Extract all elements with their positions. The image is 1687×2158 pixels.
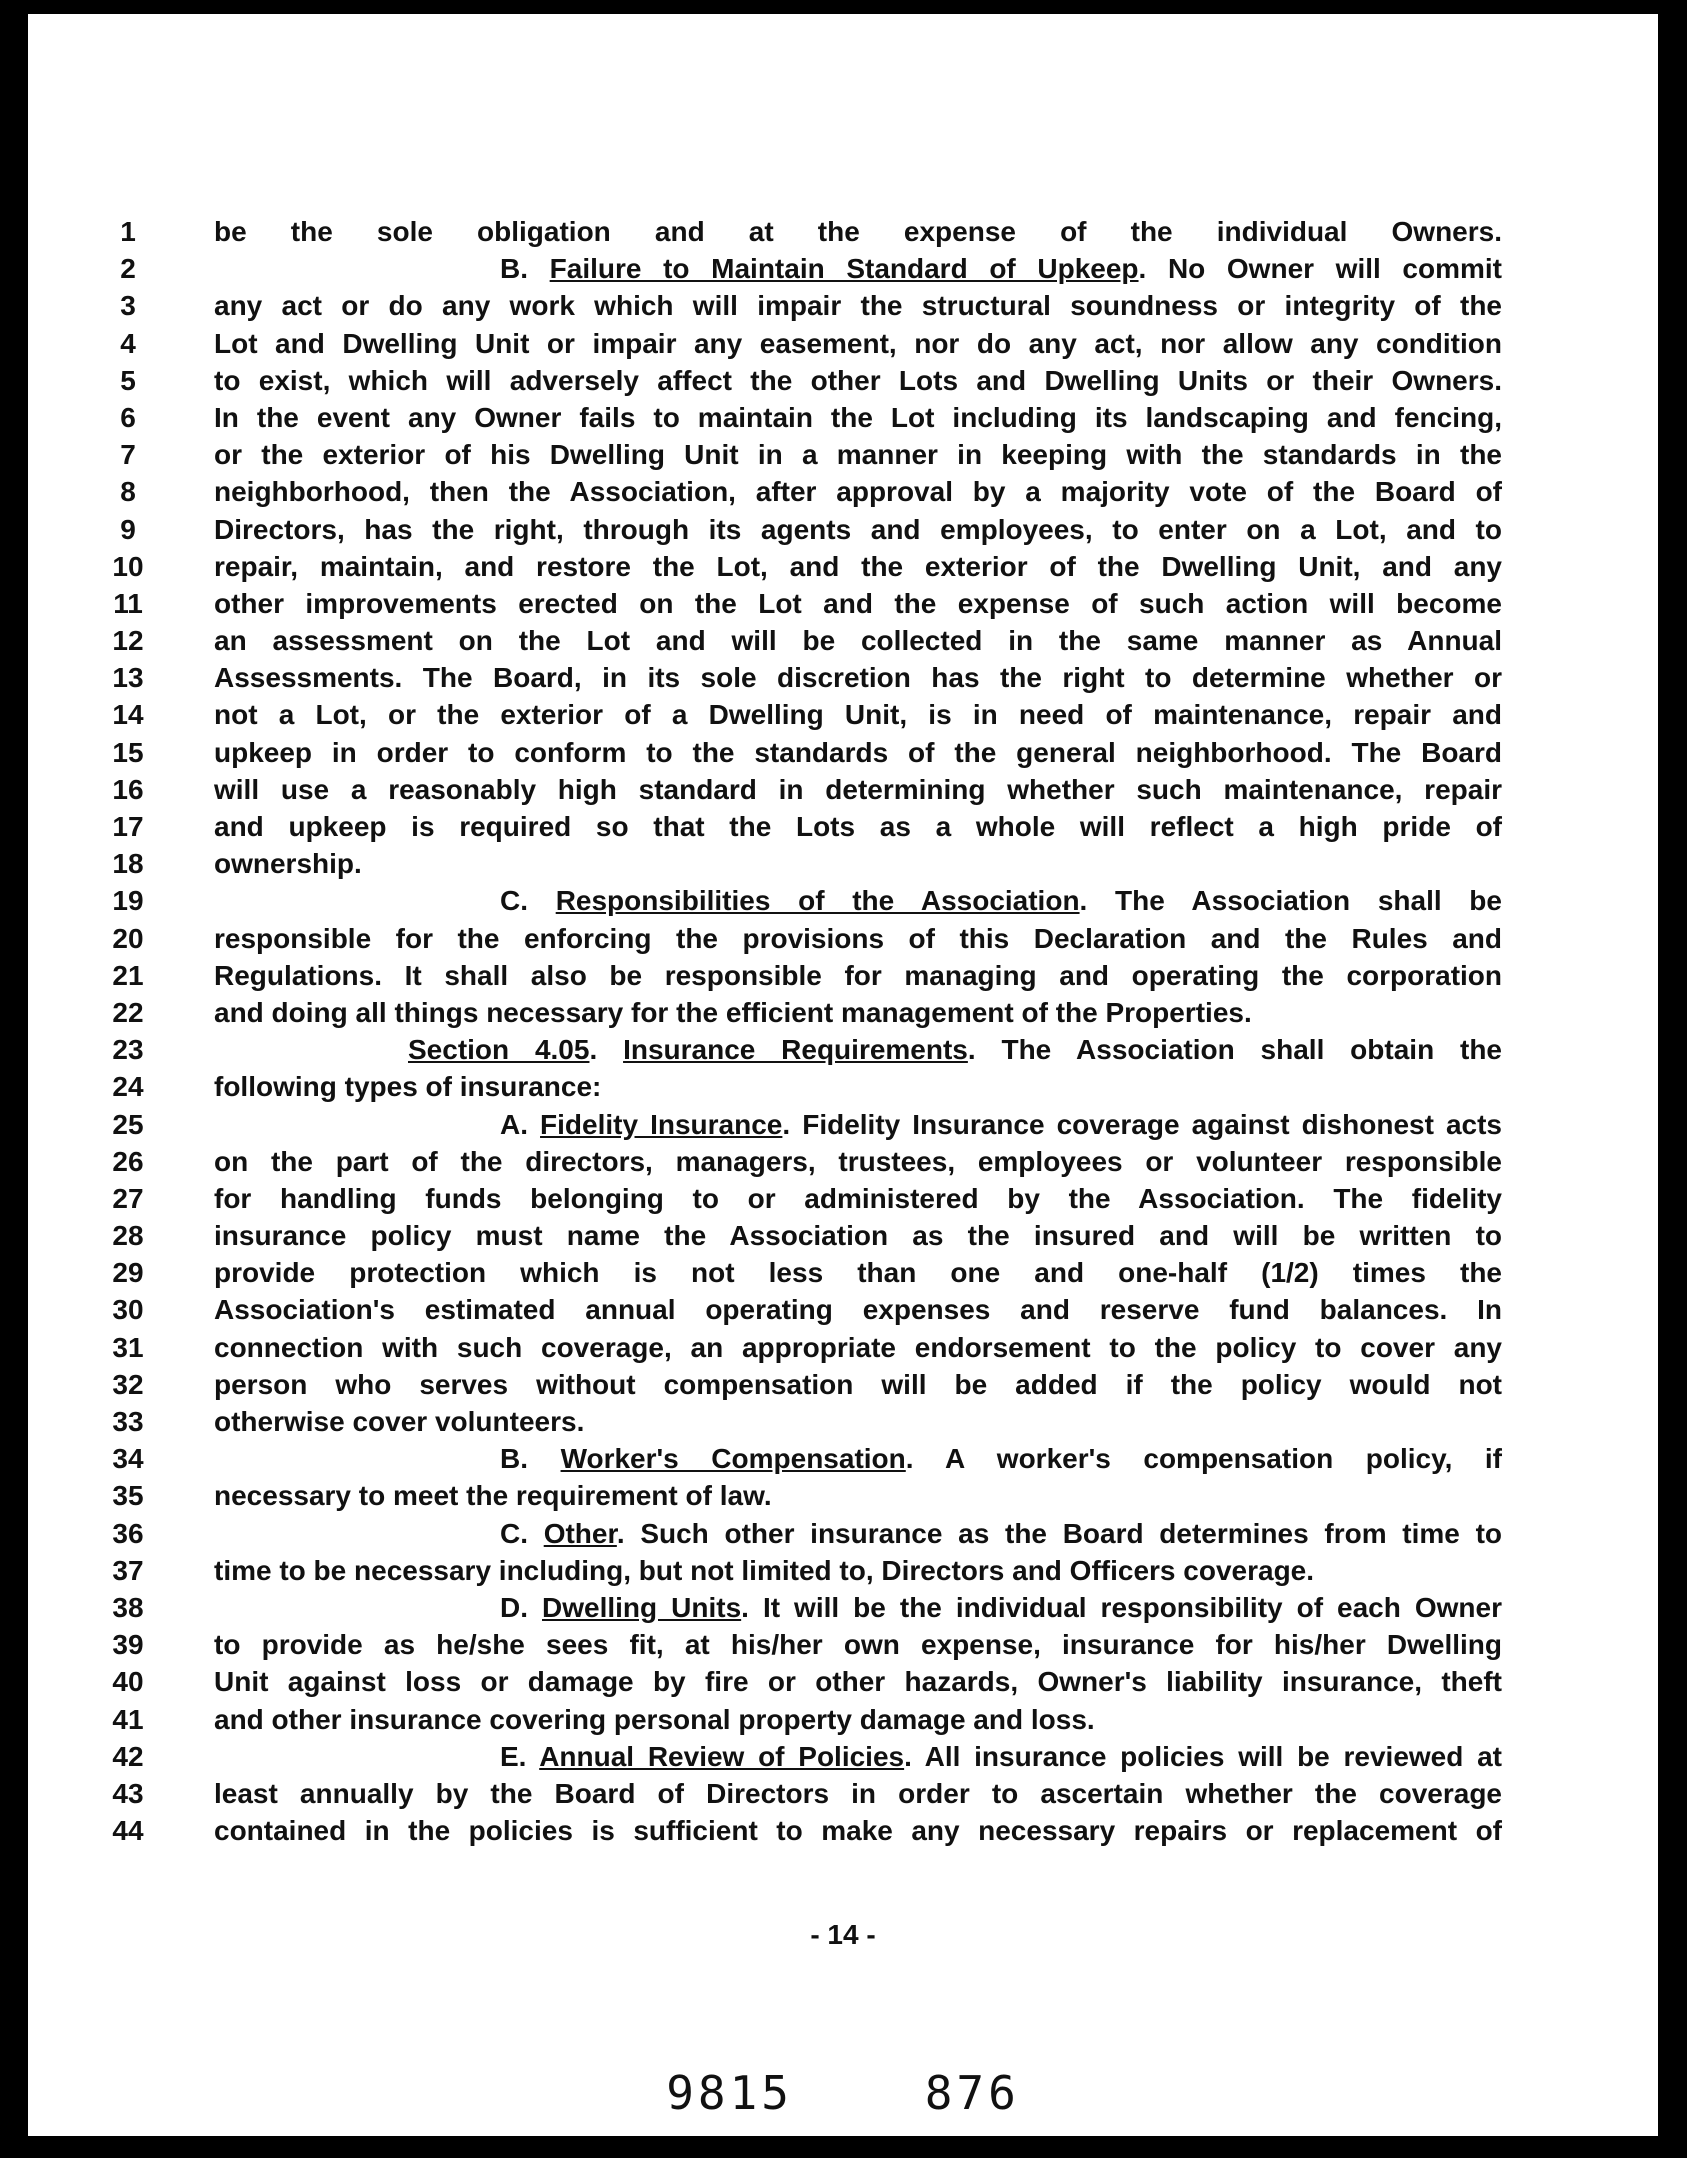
line-text bbox=[214, 811, 1502, 843]
line-number: 1 bbox=[120, 216, 136, 247]
line-text bbox=[214, 290, 1502, 322]
text-run: C. bbox=[500, 885, 556, 917]
line-number: 15 bbox=[112, 736, 144, 768]
text-line bbox=[28, 735, 1658, 772]
text-line bbox=[28, 214, 1658, 251]
text-run: . The Association shall be bbox=[1079, 885, 1502, 917]
text-run: and doing all things necessary for the efficient management of the Properties. bbox=[214, 996, 1252, 1028]
text-run: . bbox=[589, 1034, 624, 1066]
line-number: 13 bbox=[112, 662, 144, 694]
line-number: 39 bbox=[112, 1629, 144, 1661]
line-number: 5 bbox=[120, 364, 136, 396]
text-run: to exist, which will adversely affect the other Lots and Dwelling Units or their Owners. bbox=[214, 364, 1502, 396]
text-line bbox=[28, 1627, 1658, 1664]
line-number: 36 bbox=[112, 1517, 144, 1549]
text-run: insurance policy must name the Association as the insured and will be written to bbox=[214, 1220, 1502, 1252]
text-run: ownership. bbox=[214, 848, 362, 880]
line-number: 43 bbox=[112, 1777, 144, 1809]
text-run: Regulations. It shall also be responsible for managing and operating the corporation bbox=[214, 959, 1502, 991]
line-number: 16 bbox=[112, 773, 144, 805]
text-run: Lot and Dwelling Unit or impair any easement, nor do any act, nor allow any condition bbox=[214, 327, 1502, 359]
line-text bbox=[500, 1443, 1502, 1475]
text-run: and upkeep is required so that the Lots as a whole will reflect a high pride of bbox=[214, 811, 1502, 842]
underlined-heading: Failure to Maintain Standard of Upkeep bbox=[549, 253, 1139, 285]
text-run: not a Lot, or the exterior of a Dwelling Unit, is in need of maintenance, repair and bbox=[214, 699, 1502, 731]
line-number: 41 bbox=[112, 1703, 144, 1735]
page-number: - 14 - bbox=[810, 1919, 876, 1950]
line-number: 11 bbox=[113, 587, 143, 619]
text-line bbox=[28, 1404, 1658, 1441]
text-run: . Such other insurance as the Board determines from time to bbox=[616, 1517, 1502, 1549]
line-text bbox=[214, 848, 1502, 880]
line-number: 31 bbox=[112, 1331, 144, 1363]
text-run: . The Association shall obtain the bbox=[967, 1034, 1502, 1066]
line-number: 32 bbox=[112, 1368, 144, 1400]
document-page bbox=[28, 14, 1658, 2136]
line-text bbox=[500, 253, 1502, 285]
text-line bbox=[28, 921, 1658, 958]
text-line bbox=[28, 846, 1658, 883]
line-text bbox=[214, 737, 1502, 769]
text-line bbox=[28, 1441, 1658, 1478]
text-run: E. bbox=[500, 1740, 540, 1772]
line-number: 17 bbox=[112, 811, 144, 842]
line-number: 18 bbox=[112, 848, 144, 880]
text-run: necessary to meet the requirement of law. bbox=[214, 1480, 772, 1512]
text-run: provide protection which is not less than one and one-half (1/2) times the bbox=[214, 1257, 1502, 1289]
line-number: 37 bbox=[112, 1554, 144, 1586]
line-text bbox=[214, 1778, 1502, 1810]
line-text bbox=[214, 1369, 1502, 1401]
line-text bbox=[500, 885, 1502, 917]
line-text bbox=[214, 1071, 1502, 1103]
text-line bbox=[28, 1181, 1658, 1218]
line-text bbox=[214, 699, 1502, 731]
text-run: B. bbox=[500, 253, 550, 285]
text-line bbox=[28, 400, 1658, 437]
line-number: 35 bbox=[112, 1480, 144, 1512]
numbered-text-body bbox=[28, 214, 1658, 1850]
line-number: 25 bbox=[112, 1108, 144, 1140]
text-line bbox=[28, 1367, 1658, 1404]
line-text bbox=[214, 1629, 1502, 1661]
line-number: 42 bbox=[112, 1740, 144, 1772]
line-text bbox=[214, 1332, 1502, 1364]
line-number: 2 bbox=[120, 253, 136, 285]
text-line bbox=[28, 1664, 1658, 1701]
stamp-page-number: 876 bbox=[924, 2066, 1020, 2120]
text-run: be the sole obligation and at the expense of the individual Owners. bbox=[214, 216, 1502, 247]
text-line bbox=[28, 549, 1658, 586]
text-line bbox=[28, 1107, 1658, 1144]
line-number: 27 bbox=[112, 1182, 144, 1214]
recording-stamp bbox=[28, 2066, 1658, 2120]
line-text bbox=[214, 1183, 1502, 1215]
line-text bbox=[500, 1518, 1502, 1550]
text-run: . All insurance policies will be reviewed at bbox=[904, 1740, 1502, 1772]
text-run: connection with such coverage, an appropriate endorsement to the policy to cover any bbox=[214, 1331, 1502, 1363]
text-run: responsible for the enforcing the provisions of this Declaration and the Rules and bbox=[214, 922, 1502, 954]
line-text bbox=[214, 551, 1502, 583]
line-text bbox=[214, 1815, 1502, 1847]
text-line bbox=[28, 697, 1658, 734]
text-line bbox=[28, 995, 1658, 1032]
line-text bbox=[214, 997, 1502, 1029]
line-text bbox=[214, 1406, 1502, 1438]
line-number: 24 bbox=[112, 1071, 144, 1103]
line-number: 28 bbox=[112, 1220, 144, 1252]
line-number: 19 bbox=[112, 885, 144, 917]
line-text bbox=[214, 625, 1502, 657]
text-run: neighborhood, then the Association, after approval by a majority vote of the Board of bbox=[214, 476, 1502, 508]
text-line bbox=[28, 1032, 1658, 1069]
text-run: . No Owner will commit bbox=[1138, 253, 1502, 285]
text-run: contained in the policies is sufficient to make any necessary repairs or replacement of bbox=[214, 1815, 1502, 1847]
underlined-heading: Dwelling Units bbox=[542, 1591, 742, 1623]
text-run: or the exterior of his Dwelling Unit in a manner in keeping with the standards in the bbox=[214, 439, 1502, 471]
text-line bbox=[28, 1739, 1658, 1776]
line-number: 34 bbox=[112, 1443, 144, 1475]
text-line bbox=[28, 883, 1658, 920]
underlined-heading: Fidelity Insurance bbox=[540, 1108, 783, 1140]
text-run: B. bbox=[500, 1443, 561, 1475]
line-text bbox=[214, 960, 1502, 992]
line-number: 14 bbox=[112, 699, 144, 731]
line-text bbox=[214, 1480, 1502, 1512]
text-run: an assessment on the Lot and will be collected in the same manner as Annual bbox=[214, 625, 1502, 657]
line-number: 38 bbox=[112, 1591, 144, 1623]
text-line bbox=[28, 288, 1658, 325]
line-number: 4 bbox=[120, 327, 136, 359]
text-run: C. bbox=[500, 1517, 544, 1549]
text-line bbox=[28, 1590, 1658, 1627]
stamp-book-number: 9815 bbox=[666, 2066, 793, 2120]
line-text bbox=[214, 476, 1502, 508]
line-number: 21 bbox=[112, 959, 144, 991]
line-text bbox=[214, 1220, 1502, 1252]
text-line bbox=[28, 1069, 1658, 1106]
text-line bbox=[28, 772, 1658, 809]
line-text bbox=[500, 1109, 1502, 1141]
line-text bbox=[214, 1555, 1502, 1587]
text-run: In the event any Owner fails to maintain the Lot including its landscaping and fencing, bbox=[214, 401, 1502, 433]
line-number: 20 bbox=[112, 922, 144, 954]
text-run: Directors, has the right, through its agents and employees, to enter on a Lot, and to bbox=[214, 513, 1502, 545]
line-text bbox=[214, 1146, 1502, 1178]
text-run: otherwise cover volunteers. bbox=[214, 1406, 585, 1437]
line-text bbox=[214, 365, 1502, 397]
line-text bbox=[214, 774, 1502, 806]
line-text bbox=[214, 216, 1502, 248]
line-text bbox=[214, 1294, 1502, 1326]
text-line bbox=[28, 326, 1658, 363]
text-run: . It will be the individual responsibility of each Owner bbox=[741, 1591, 1502, 1623]
text-run: A. bbox=[500, 1108, 541, 1140]
text-line bbox=[28, 437, 1658, 474]
line-text bbox=[500, 1741, 1502, 1773]
line-number: 29 bbox=[112, 1257, 144, 1289]
line-text bbox=[214, 1257, 1502, 1289]
text-line bbox=[28, 474, 1658, 511]
line-number: 12 bbox=[112, 625, 144, 657]
text-line bbox=[28, 1330, 1658, 1367]
line-text bbox=[214, 328, 1502, 360]
line-number: 23 bbox=[112, 1034, 144, 1066]
text-line bbox=[28, 1702, 1658, 1739]
text-line bbox=[28, 1218, 1658, 1255]
line-number: 8 bbox=[120, 476, 136, 508]
text-line bbox=[28, 1813, 1658, 1850]
text-run: Assessments. The Board, in its sole discretion has the right to determine whether or bbox=[214, 662, 1502, 694]
text-line bbox=[28, 809, 1658, 846]
line-text bbox=[214, 1666, 1502, 1698]
underlined-heading: Section 4.05 bbox=[408, 1034, 590, 1066]
line-text bbox=[214, 402, 1502, 434]
text-line bbox=[28, 1144, 1658, 1181]
text-line bbox=[28, 660, 1658, 697]
line-number: 3 bbox=[120, 290, 136, 322]
text-line bbox=[28, 623, 1658, 660]
text-line bbox=[28, 512, 1658, 549]
text-line bbox=[28, 958, 1658, 995]
underlined-heading: Worker's Compensation bbox=[560, 1443, 906, 1475]
line-number: 40 bbox=[112, 1666, 144, 1698]
line-text bbox=[214, 1704, 1502, 1736]
text-line bbox=[28, 1292, 1658, 1329]
text-run: any act or do any work which will impair the structural soundness or integrity of the bbox=[214, 290, 1502, 322]
line-text bbox=[214, 588, 1502, 620]
text-line bbox=[28, 1255, 1658, 1292]
text-run: to provide as he/she sees fit, at his/her own expense, insurance for his/her Dwelling bbox=[214, 1629, 1502, 1661]
line-number: 7 bbox=[120, 439, 136, 471]
text-run: upkeep in order to conform to the standards of the general neighborhood. The Board bbox=[214, 736, 1502, 768]
line-text bbox=[500, 1592, 1502, 1624]
underlined-heading: Other bbox=[543, 1517, 617, 1549]
text-run: least annually by the Board of Directors in order to ascertain whether the coverage bbox=[214, 1777, 1502, 1809]
line-text bbox=[214, 514, 1502, 546]
line-number: 9 bbox=[120, 513, 136, 545]
text-line bbox=[28, 1553, 1658, 1590]
line-number: 30 bbox=[112, 1294, 144, 1326]
text-run: for handling funds belonging to or administered by the Association. The fidelity bbox=[214, 1182, 1502, 1214]
underlined-heading: Insurance Requirements bbox=[623, 1034, 968, 1066]
text-run: . Fidelity Insurance coverage against dishonest acts bbox=[782, 1108, 1502, 1140]
text-line bbox=[28, 1478, 1658, 1515]
line-number: 22 bbox=[112, 996, 144, 1028]
text-line bbox=[28, 1516, 1658, 1553]
line-number: 44 bbox=[112, 1815, 144, 1847]
line-number: 6 bbox=[120, 401, 136, 433]
line-text bbox=[214, 923, 1502, 955]
text-run: on the part of the directors, managers, trustees, employees or volunteer responsible bbox=[214, 1145, 1502, 1177]
text-run: following types of insurance: bbox=[214, 1071, 602, 1103]
text-run: person who serves without compensation will be added if the policy would not bbox=[214, 1368, 1502, 1400]
text-run: and other insurance covering personal property damage and loss. bbox=[214, 1703, 1095, 1735]
text-line bbox=[28, 251, 1658, 288]
line-number: 26 bbox=[112, 1145, 144, 1177]
text-run: Association's estimated annual operating expenses and reserve fund balances. In bbox=[214, 1294, 1502, 1326]
text-run: repair, maintain, and restore the Lot, and the exterior of the Dwelling Unit, and any bbox=[214, 550, 1502, 582]
text-run: D. bbox=[500, 1591, 543, 1623]
line-text bbox=[214, 439, 1502, 471]
text-line bbox=[28, 586, 1658, 623]
text-run: will use a reasonably high standard in determining whether such maintenance, repair bbox=[214, 773, 1502, 805]
text-line bbox=[28, 363, 1658, 400]
line-text bbox=[214, 662, 1502, 694]
underlined-heading: Responsibilities of the Association bbox=[555, 885, 1080, 917]
text-run: other improvements erected on the Lot and the expense of such action will become bbox=[214, 587, 1502, 619]
text-run: Unit against loss or damage by fire or other hazards, Owner's liability insurance, theft bbox=[214, 1666, 1502, 1698]
line-text bbox=[408, 1034, 1502, 1066]
text-line bbox=[28, 1776, 1658, 1813]
underlined-heading: Annual Review of Policies bbox=[539, 1740, 905, 1772]
text-run: time to be necessary including, but not limited to, Directors and Officers coverage. bbox=[214, 1554, 1315, 1586]
text-run: . A worker's compensation policy, if bbox=[905, 1443, 1503, 1475]
line-number: 33 bbox=[112, 1406, 144, 1437]
line-number: 10 bbox=[112, 550, 144, 582]
